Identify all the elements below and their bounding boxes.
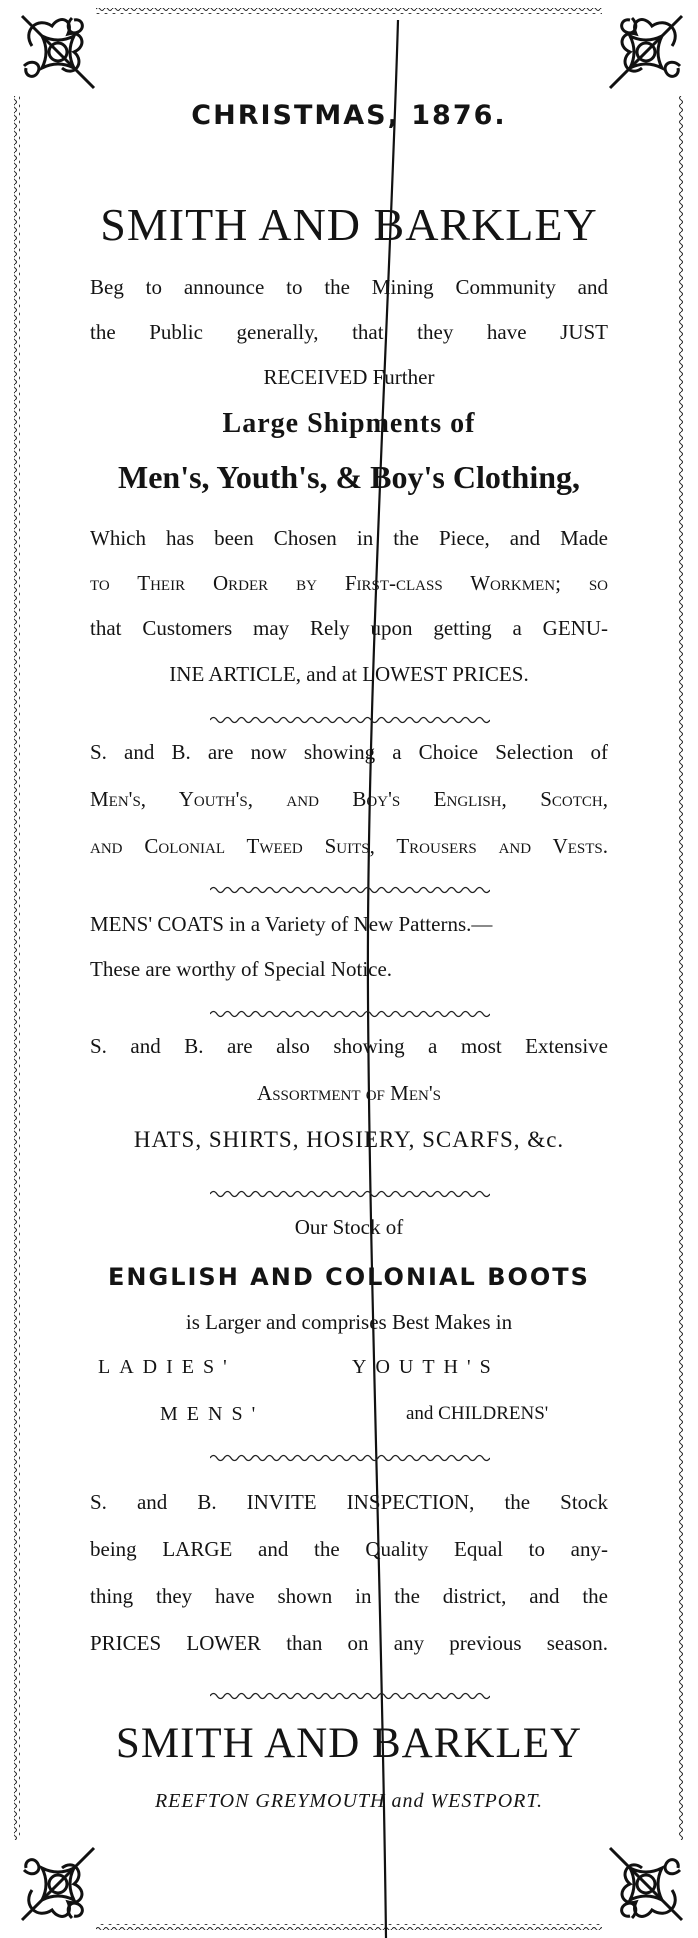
boots-headline: ENGLISH AND COLONIAL BOOTS: [108, 1263, 590, 1291]
shipments-headline: Large Shipments of: [222, 408, 476, 439]
announcement-line-7: INE ARTICLE, and at LOWEST PRICES.: [169, 662, 529, 686]
wavy-divider: [210, 1006, 490, 1016]
corner-ornament-bottom-left: [12, 1838, 104, 1930]
border-left: [14, 96, 20, 1840]
flourish-icon: [600, 6, 692, 98]
invite-line-3: thing they have shown in the district, and the: [90, 1584, 608, 1608]
wavy-divider: [210, 1186, 490, 1196]
border-right: [678, 96, 684, 1840]
tweeds-line-2: Men's, Youth's, and Boy's English, Scotch,: [90, 787, 608, 811]
boots-childrens: and CHILDRENS': [406, 1403, 549, 1424]
tweeds-line-3: and Colonial Tweed Suits, Trousers and Vests.: [90, 834, 608, 858]
wavy-divider: [210, 882, 490, 892]
boots-mens: MENS': [160, 1403, 265, 1425]
christmas-date-heading: CHRISTMAS, 1876.: [191, 100, 507, 131]
announcement-line-2: the Public generally, that they have JUST: [90, 320, 608, 344]
corner-ornament-bottom-right: [600, 1838, 692, 1930]
announcement-line-1: Beg to announce to the Mining Community and: [90, 275, 608, 299]
boots-youths: YOUTH'S: [352, 1356, 500, 1378]
boots-ladies: LADIES': [98, 1356, 236, 1378]
invite-line-1: S. and B. INVITE INSPECTION, the Stock: [90, 1490, 608, 1514]
border-top: [96, 8, 602, 14]
hats-line-2: Assortment of Men's: [257, 1081, 441, 1105]
hats-line-3: HATS, SHIRTS, HOSIERY, SCARFS, &c.: [133, 1127, 565, 1152]
corner-ornament-top-right: [600, 6, 692, 98]
announcement-line-3: RECEIVED Further: [263, 365, 435, 389]
boots-line-1: Our Stock of: [294, 1215, 404, 1239]
footer-address: REEFTON GREYMOUTH and WESTPORT.: [154, 1790, 544, 1812]
clothing-headline: Men's, Youth's, & Boy's Clothing,: [118, 459, 580, 495]
hats-line-1: S. and B. are also showing a most Extensive: [90, 1034, 608, 1058]
tweeds-line-1: S. and B. are now showing a Choice Selection of: [90, 740, 608, 764]
announcement-line-4: Which has been Chosen in the Piece, and Made: [90, 526, 608, 550]
wavy-divider: [210, 1450, 490, 1460]
wavy-divider: [210, 712, 490, 722]
wavy-divider: [210, 1688, 490, 1698]
coats-line-1: MENS' COATS in a Variety of New Patterns.—: [90, 912, 493, 936]
flourish-icon: [600, 1838, 692, 1930]
corner-ornament-top-left: [12, 6, 104, 98]
invite-line-4: PRICES LOWER than on any previous season.: [90, 1631, 608, 1655]
announcement-line-6: that Customers may Rely upon getting a GENU-: [90, 616, 608, 640]
coats-line-2: These are worthy of Special Notice.: [90, 957, 393, 981]
flourish-icon: [12, 1838, 104, 1930]
firm-name-heading: SMITH AND BARKLEY: [100, 199, 598, 250]
boots-line-2: is Larger and comprises Best Makes in: [185, 1310, 513, 1334]
flourish-icon: [12, 6, 104, 98]
invite-line-2: being LARGE and the Quality Equal to any-: [90, 1537, 608, 1561]
footer-firm-name: SMITH AND BARKLEY: [115, 1720, 583, 1767]
border-bottom: [96, 1924, 602, 1930]
announcement-line-5: to Their Order by First-class Workmen; so: [90, 571, 608, 595]
